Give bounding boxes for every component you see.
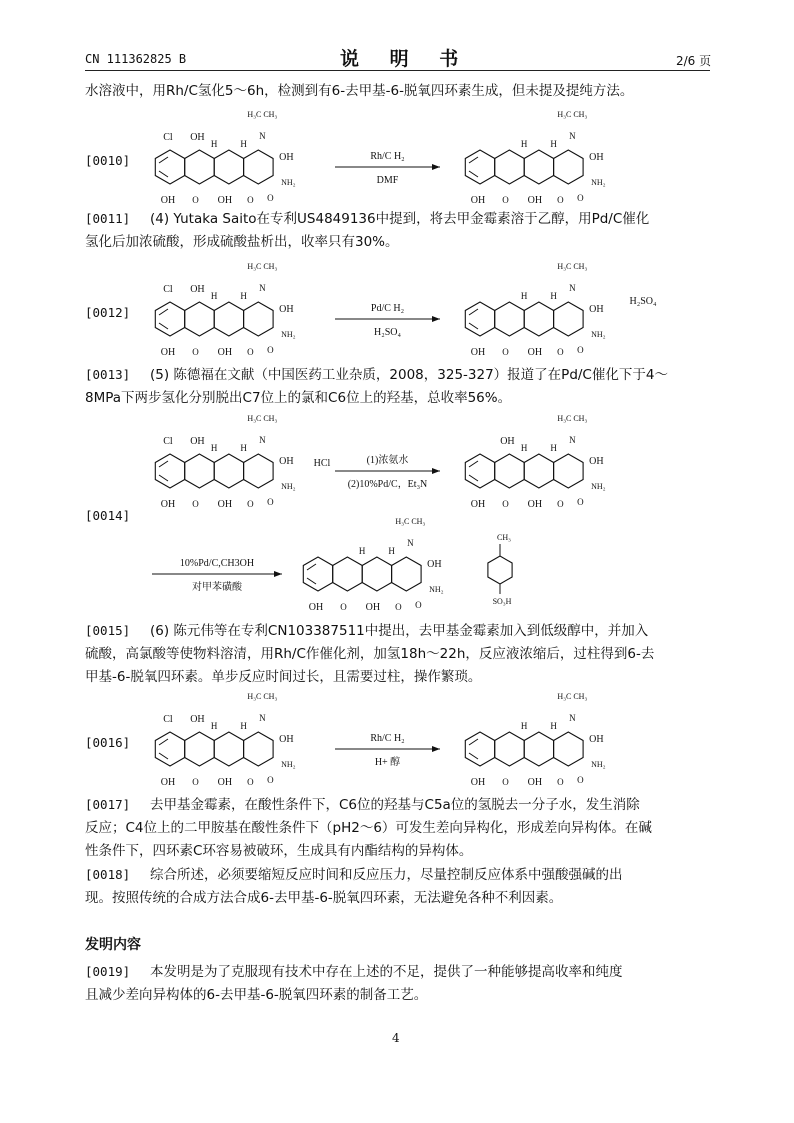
- hydrogen-label: H: [240, 721, 247, 731]
- ring-2: [185, 150, 215, 184]
- ring-4: [392, 557, 422, 591]
- nitrogen-label: N: [569, 435, 576, 445]
- ring-3: [524, 454, 553, 488]
- hydroxyl-label: OH: [190, 714, 205, 725]
- paragraph-number-0013: [0013]: [85, 367, 131, 382]
- hydroxyl-label: OH: [160, 777, 176, 788]
- reaction-above-label: Rh/C H₂: [370, 733, 405, 744]
- ring-1: [465, 302, 494, 336]
- dimethylamino-methyls: H₃C CH₃: [247, 414, 278, 423]
- hydrogen-label: H: [520, 139, 528, 149]
- paragraph-0015-line3: 甲基-6-脱氧四环素。单步反应时间过长，且需要过柱，操作繁琐。: [85, 669, 482, 685]
- reaction-below-label: H₂SO₄: [374, 327, 401, 338]
- double-bond: [469, 157, 478, 163]
- amide-nh2-label: NH₂: [429, 585, 444, 594]
- carbonyl-o-label: O: [577, 497, 584, 507]
- hydrogen-label: H: [358, 546, 366, 556]
- carbonyl-o-label: O: [247, 499, 254, 509]
- paragraph-number-0017: [0017]: [85, 797, 131, 812]
- hydroxyl-label: OH: [470, 195, 486, 206]
- dimethylamino-methyls: H₃C CH₃: [395, 517, 426, 526]
- ring-3: [362, 557, 391, 591]
- dimethylamino-methyls: H₃C CH₃: [557, 414, 588, 423]
- reaction-arrowhead: [274, 571, 282, 577]
- hydroxyl-label: OH: [470, 347, 486, 358]
- amide-nh2-label: NH₂: [591, 330, 606, 339]
- nitrogen-label: N: [569, 131, 576, 141]
- carbonyl-o-label: O: [502, 195, 509, 205]
- paragraph-0011-line1: (4) Yutaka Saito在专利US4849136中提到，将去甲金霉素溶于乙醇，用Pd/C催化: [150, 211, 650, 227]
- nitrogen-label: N: [259, 283, 266, 293]
- double-bond: [469, 461, 478, 467]
- double-bond: [469, 753, 478, 759]
- hydroxyl-label: OH: [160, 347, 176, 358]
- hydrogen-label: H: [240, 291, 247, 301]
- carbonyl-o-label: O: [247, 777, 254, 787]
- carbonyl-o-label: O: [557, 499, 564, 509]
- double-bond: [159, 739, 168, 745]
- hydroxyl-label: OH: [589, 734, 604, 745]
- reaction-arrowhead: [432, 468, 440, 474]
- hydroxyl-label: OH: [589, 152, 604, 163]
- ring-2: [495, 150, 525, 184]
- dimethylamino-methyls: H₃C CH₃: [247, 110, 278, 119]
- document-title: 说 明 书: [340, 48, 471, 70]
- hydrogen-label: H: [550, 443, 557, 453]
- double-bond: [307, 564, 316, 570]
- nitrogen-label: N: [569, 713, 576, 723]
- amide-nh2-label: NH₂: [281, 178, 296, 187]
- ring-4: [554, 732, 584, 766]
- double-bond: [159, 309, 168, 315]
- hydrogen-label: H: [210, 291, 218, 301]
- reaction-below-label: H+ 醇: [374, 757, 401, 768]
- chlorine-label: Cl: [163, 284, 173, 295]
- patent-number: CN 111362825 B: [85, 52, 187, 66]
- nitrogen-label: N: [259, 131, 266, 141]
- amide-nh2-label: NH₂: [591, 760, 606, 769]
- hydroxyl-label: OH: [470, 777, 486, 788]
- hydroxyl-label: OH: [217, 195, 233, 206]
- hcl-label: HCl: [313, 458, 331, 469]
- scheme-0016: [150, 694, 710, 794]
- dimethylamino-methyls: H₃C CH₃: [247, 692, 278, 701]
- carbonyl-o-label: O: [340, 602, 347, 612]
- ring-3: [214, 150, 243, 184]
- double-bond: [159, 157, 168, 163]
- paragraph-0017-line3: 性条件下，四环素C环容易被破环，生成具有内酯结构的异构体。: [85, 843, 473, 859]
- section-heading: 发明内容: [85, 937, 141, 953]
- ring-4: [554, 302, 584, 336]
- hydroxyl-label: OH: [160, 195, 176, 206]
- chlorine-label: Cl: [163, 436, 173, 447]
- hydrogen-label: H: [210, 139, 218, 149]
- hydroxyl-label: OH: [279, 304, 294, 315]
- page-number: 4: [392, 1031, 400, 1045]
- double-bond: [469, 323, 478, 329]
- hydroxyl-label: OH: [217, 777, 233, 788]
- carbonyl-o-label: O: [557, 777, 564, 787]
- paragraph-number-0019: [0019]: [85, 964, 131, 979]
- hydroxyl-label: OH: [589, 304, 604, 315]
- paragraph-0019-line2: 且减少差向异构体的6-去甲基-6-脱氧四环素的制备工艺。: [85, 987, 428, 1003]
- reaction-below-label: 对甲苯磺酸: [192, 582, 242, 593]
- carbonyl-o-label: O: [267, 497, 274, 507]
- reaction-above-label: Pd/C H₂: [370, 303, 405, 314]
- reaction-arrowhead: [432, 164, 440, 170]
- hydroxyl-label: OH: [160, 499, 176, 510]
- hydroxyl-label: OH: [365, 602, 381, 613]
- ring-3: [214, 454, 243, 488]
- ring-1: [155, 150, 184, 184]
- ring-2: [495, 302, 525, 336]
- ring-4: [244, 732, 274, 766]
- paragraph-continuation: 水溶液中，用Rh/C氢化5～6h，检测到有6-去甲基-6-脱氧四环素生成，但未提及提纯方法。: [85, 83, 634, 99]
- ring-2: [495, 732, 525, 766]
- ring-3: [524, 150, 553, 184]
- paragraph-number-0011: [0011]: [85, 211, 131, 226]
- carbonyl-o-label: O: [247, 195, 254, 205]
- hydroxyl-label: OH: [279, 734, 294, 745]
- carbonyl-o-label: O: [557, 195, 564, 205]
- hydroxyl-label: OH: [190, 436, 205, 447]
- double-bond: [159, 753, 168, 759]
- hydroxyl-label: OH: [279, 152, 294, 163]
- double-bond: [159, 171, 168, 177]
- carbonyl-o-label: O: [415, 600, 422, 610]
- ring-4: [554, 150, 584, 184]
- carbonyl-o-label: O: [577, 193, 584, 203]
- paragraph-number-0012: [0012]: [85, 305, 131, 320]
- carbonyl-o-label: O: [192, 499, 199, 509]
- carbonyl-o-label: O: [502, 347, 509, 357]
- double-bond: [159, 475, 168, 481]
- ring-1: [155, 732, 184, 766]
- hydroxyl-label: OH: [527, 499, 543, 510]
- double-bond: [469, 309, 478, 315]
- ring-2: [185, 302, 215, 336]
- reaction-below-label: (2)10%Pd/C，Et₃N: [347, 479, 428, 490]
- scheme-0014a: [150, 416, 710, 516]
- ring-1: [465, 454, 494, 488]
- ring-1: [465, 150, 494, 184]
- hydrogen-label: H: [550, 721, 557, 731]
- reaction-below-label: DMF: [376, 175, 399, 186]
- carbonyl-o-label: O: [577, 775, 584, 785]
- sulfonic-acid-label: SO₃H: [492, 597, 512, 606]
- sulfate-salt-label: H₂SO₄: [629, 296, 657, 307]
- reaction-above-label: Rh/C H₂: [370, 151, 405, 162]
- dimethylamino-methyls: H₃C CH₃: [557, 262, 588, 271]
- paragraph-number-0015: [0015]: [85, 623, 131, 638]
- paragraph-0018-line1: 综合所述，必须要缩短反应时间和反应压力，尽量控制反应体系中强酸强碱的出: [150, 867, 623, 883]
- carbonyl-o-label: O: [192, 777, 199, 787]
- amide-nh2-label: NH₂: [281, 482, 296, 491]
- dimethylamino-methyls: H₃C CH₃: [557, 110, 588, 119]
- paragraph-0011-line2: 氢化后加浓硫酸，形成硫酸盐析出，收率只有30%。: [85, 234, 399, 250]
- ring-3: [214, 302, 243, 336]
- hydroxyl-label: OH: [217, 499, 233, 510]
- reaction-arrowhead: [432, 746, 440, 752]
- chlorine-label: Cl: [163, 714, 173, 725]
- dimethylamino-methyls: H₃C CH₃: [557, 692, 588, 701]
- ring-4: [244, 302, 274, 336]
- paragraph-0018-line2: 现。按照传统的合成方法合成6-去甲基-6-脱氧四环素，无法避免各种不利因素。: [85, 890, 563, 906]
- carbonyl-o-label: O: [395, 602, 402, 612]
- carbonyl-o-label: O: [502, 499, 509, 509]
- hydroxyl-label: OH: [308, 602, 324, 613]
- paragraph-number-0014: [0014]: [85, 508, 131, 523]
- hydrogen-label: H: [550, 291, 557, 301]
- nitrogen-label: N: [569, 283, 576, 293]
- carbonyl-o-label: O: [267, 193, 274, 203]
- page-of: 2/6 页: [676, 54, 712, 68]
- chlorine-label: Cl: [163, 132, 173, 143]
- amide-nh2-label: NH₂: [591, 178, 606, 187]
- reaction-arrowhead: [432, 316, 440, 322]
- carbonyl-o-label: O: [247, 347, 254, 357]
- double-bond: [159, 461, 168, 467]
- ring-2: [185, 732, 215, 766]
- hydrogen-label: H: [388, 546, 395, 556]
- paragraph-number-0010: [0010]: [85, 153, 131, 168]
- hydroxyl-label: OH: [589, 456, 604, 467]
- ring-2: [495, 454, 525, 488]
- reaction-above-label: 10%Pd/C,CH3OH: [179, 558, 255, 569]
- paragraph-0015-line1: (6) 陈元伟等在专利CN103387511中提出，去甲基金霉素加入到低级醇中，并加入: [150, 623, 649, 639]
- ring-4: [554, 454, 584, 488]
- nitrogen-label: N: [407, 538, 414, 548]
- amide-nh2-label: NH₂: [591, 482, 606, 491]
- hydrogen-label: H: [210, 721, 218, 731]
- double-bond: [469, 475, 478, 481]
- nitrogen-label: N: [259, 435, 266, 445]
- hydroxyl-label: OH: [427, 559, 442, 570]
- hydroxyl-label: OH: [500, 436, 515, 447]
- hydrogen-label: H: [520, 721, 528, 731]
- paragraph-0017-line2: 反应；C4位上的二甲胺基在酸性条件下（pH2～6）可发生差向异构化，形成差向异构体。在碱: [85, 820, 652, 836]
- ring-4: [244, 150, 274, 184]
- hydroxyl-label: OH: [217, 347, 233, 358]
- reaction-above-label: (1)浓氨水: [366, 455, 409, 466]
- carbonyl-o-label: O: [267, 345, 274, 355]
- hydrogen-label: H: [520, 443, 528, 453]
- carbonyl-o-label: O: [267, 775, 274, 785]
- carbonyl-o-label: O: [192, 347, 199, 357]
- hydroxyl-label: OH: [190, 132, 205, 143]
- double-bond: [307, 578, 316, 584]
- ring-2: [185, 454, 215, 488]
- ring-1: [465, 732, 494, 766]
- hydrogen-label: H: [520, 291, 528, 301]
- ring-3: [524, 302, 553, 336]
- ring-1: [155, 302, 184, 336]
- paragraph-0015-line2: 硫酸，高氯酸等使物料溶清，用Rh/C作催化剂，加氢18h～22h，反应液浓缩后，过柱得到6-去: [85, 646, 655, 662]
- double-bond: [159, 323, 168, 329]
- ring-1: [155, 454, 184, 488]
- double-bond: [469, 171, 478, 177]
- paragraph-number-0016: [0016]: [85, 735, 131, 750]
- amide-nh2-label: NH₂: [281, 330, 296, 339]
- hydrogen-label: H: [240, 139, 247, 149]
- hydroxyl-label: OH: [527, 195, 543, 206]
- hydroxyl-label: OH: [190, 284, 205, 295]
- dimethylamino-methyls: H₃C CH₃: [247, 262, 278, 271]
- amide-nh2-label: NH₂: [281, 760, 296, 769]
- hydroxyl-label: OH: [527, 347, 543, 358]
- paragraph-0013-line1: (5) 陈德福在文献（中国医药工业杂质，2008，325-327）报道了在Pd/C催化下于4～: [150, 367, 668, 383]
- hydrogen-label: H: [240, 443, 247, 453]
- hydrogen-label: H: [550, 139, 557, 149]
- methyl-label: CH₃: [497, 533, 511, 542]
- ring-4: [244, 454, 274, 488]
- paragraph-number-0018: [0018]: [85, 867, 131, 882]
- ring-3: [214, 732, 243, 766]
- ring-3: [524, 732, 553, 766]
- tosyl-ring: [488, 556, 512, 584]
- paragraph-0017-line1: 去甲基金霉素，在酸性条件下，C6位的羟基与C5a位的氢脱去一分子水，发生消除: [150, 797, 640, 813]
- ring-2: [333, 557, 363, 591]
- scheme-0014b: [150, 517, 710, 622]
- carbonyl-o-label: O: [577, 345, 584, 355]
- double-bond: [469, 739, 478, 745]
- hydroxyl-label: OH: [527, 777, 543, 788]
- carbonyl-o-label: O: [192, 195, 199, 205]
- scheme-0012: [150, 264, 710, 364]
- paragraph-0019-line1: 本发明是为了克服现有技术中存在上述的不足，提供了一种能够提高收率和纯度: [150, 964, 623, 980]
- paragraph-0013-line2: 8MPa下两步氢化分别脱出C7位上的氯和C6位上的羟基，总收率56%。: [85, 390, 512, 406]
- header-rule: [85, 70, 710, 71]
- hydroxyl-label: OH: [279, 456, 294, 467]
- carbonyl-o-label: O: [502, 777, 509, 787]
- hydrogen-label: H: [210, 443, 218, 453]
- nitrogen-label: N: [259, 713, 266, 723]
- hydroxyl-label: OH: [470, 499, 486, 510]
- scheme-0010: [150, 112, 710, 212]
- ring-1: [303, 557, 332, 591]
- carbonyl-o-label: O: [557, 347, 564, 357]
